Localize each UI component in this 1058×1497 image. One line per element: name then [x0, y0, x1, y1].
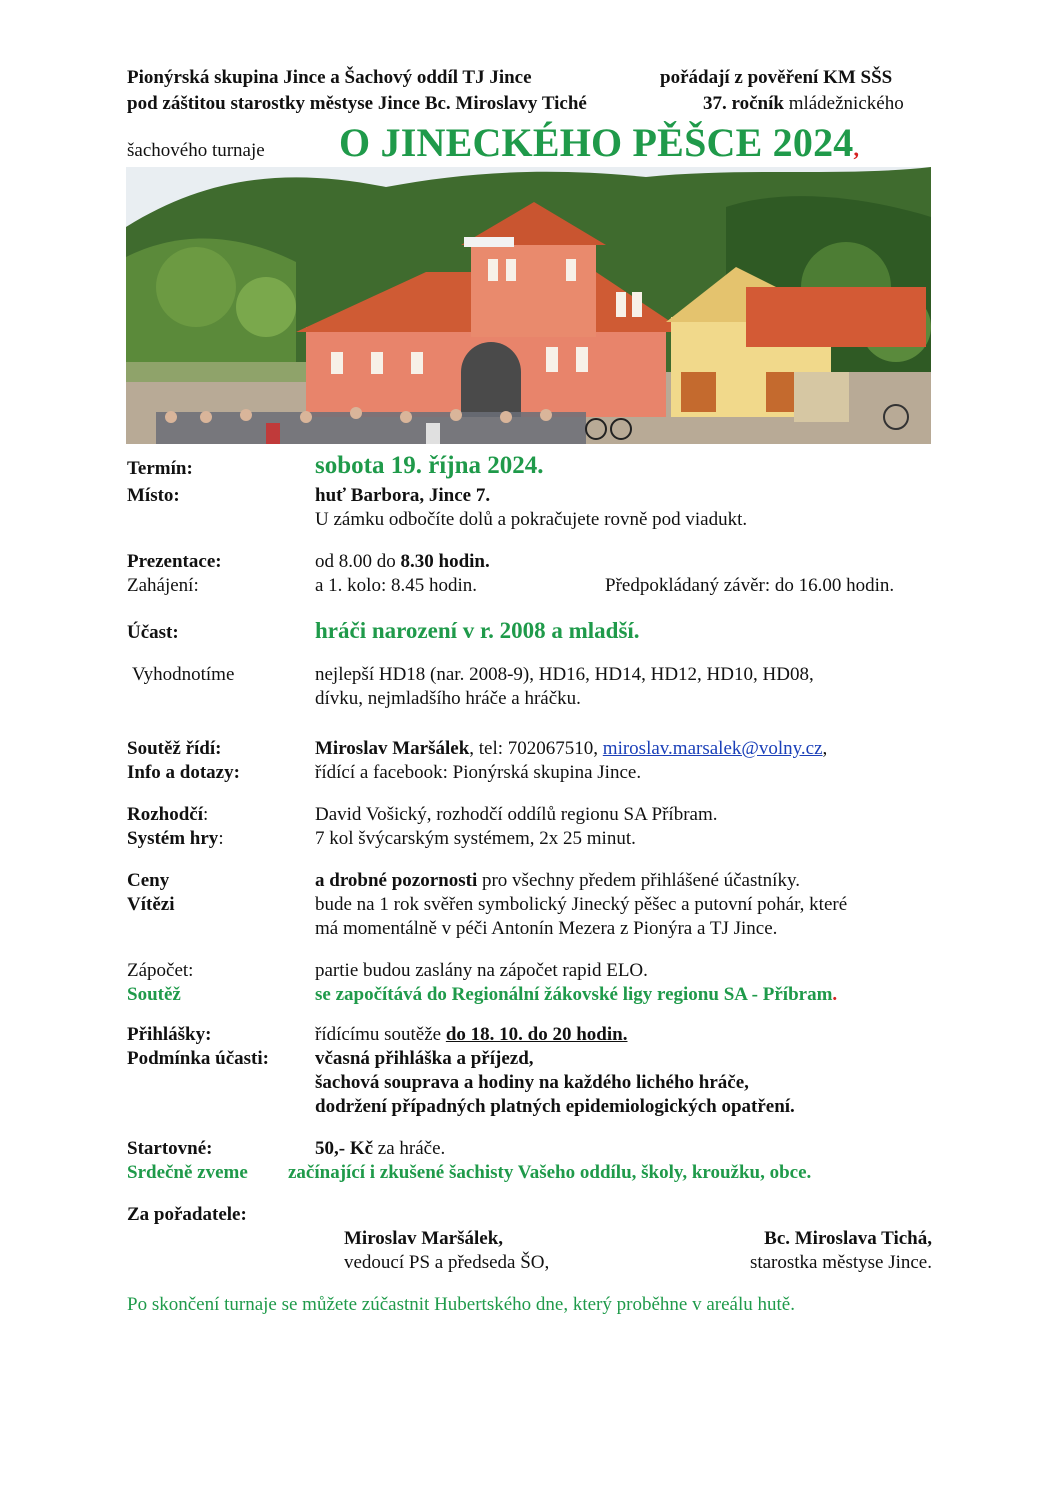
vyhodnotime-label: Vyhodnotíme — [132, 664, 235, 685]
footer-note: Po skončení turnaje se můžete zúčastnit Hubertského dne, který proběhne v areálu hutě. — [127, 1294, 795, 1315]
ceny-value — [315, 870, 800, 893]
srdecne-label: Srdečně zveme — [127, 1162, 248, 1183]
director-phone: , tel: 702067510, — [469, 738, 603, 759]
system-label-text: Systém hry — [127, 828, 219, 849]
signature-right-name: Bc. Miroslava Tichá, — [764, 1228, 932, 1249]
system-colon: : — [218, 828, 224, 849]
prezentace-value — [315, 551, 490, 574]
zahajeni-value: a 1. kolo: 8.45 hodin. — [315, 575, 478, 596]
vitezi-label: Vítězi — [127, 894, 175, 915]
organizer-line: Pionýrská skupina Jince a Šachový oddíl TJ Jince — [127, 67, 532, 88]
director-comma: , — [822, 738, 828, 759]
zapocet-value: partie budou zaslány na zápočet rapid ELO. — [315, 960, 648, 981]
rozhodci-colon: : — [203, 804, 209, 825]
prihlasky-label: Přihlášky: — [127, 1024, 212, 1045]
startovne-amount: 50,- Kč — [315, 1138, 374, 1159]
system-label — [127, 828, 224, 851]
soutez-ridi-label: Soutěž řídí: — [127, 738, 222, 759]
za-poradatele: Za pořadatele: — [127, 1204, 247, 1225]
authorization-line: pořádají z pověření KM SŠS — [660, 67, 893, 88]
signature-right-role: starostka městyse Jince. — [749, 1252, 932, 1273]
system-value: 7 kol švýcarským systémem, 2x 25 minut. — [315, 828, 636, 849]
ucast-value: hráči narození v r. 2008 a mladší. — [315, 618, 640, 643]
info-value: řídící a facebook: Pionýrská skupina Jince. — [315, 762, 642, 783]
signature-left-role: vedoucí PS a předseda ŠO, — [344, 1252, 550, 1273]
prihlasky-to: řídícímu soutěže — [315, 1024, 446, 1045]
edition-line — [703, 93, 904, 116]
prezentace-from: od 8.00 do — [315, 551, 401, 572]
director-email-link[interactable]: miroslav.marsalek@volny.cz — [602, 738, 823, 759]
rozhodci-label-text: Rozhodčí — [127, 804, 203, 825]
misto-note: U zámku odbočíte dolů a pokračujete rovně pod viadukt. — [315, 509, 748, 530]
vyhodnotime-line-2: dívku, nejmladšího hráče a hráčku. — [315, 688, 581, 709]
soutez-dot: . — [832, 984, 838, 1005]
title-comma: , — [853, 136, 860, 161]
zapocet-label: Zápočet: — [127, 960, 194, 981]
ceny-label: Ceny — [127, 870, 170, 891]
vitezi-line-1: bude na 1 rok svěřen symbolický Jinecký pěšec a putovní pohár, které — [315, 894, 848, 915]
soutez-text: se započítává do Regionální žákovské ligy regionu SA - Příbram — [315, 984, 833, 1005]
prezentace-label: Prezentace: — [127, 551, 222, 572]
zahajeni-label: Zahájení: — [127, 575, 199, 596]
rozhodci-label — [127, 804, 208, 827]
venue-photo — [126, 167, 931, 444]
podminka-line-3: dodržení případných platných epidemiologických opatření. — [315, 1096, 795, 1117]
termin-value: sobota 19. října 2024. — [315, 452, 544, 479]
soutez-ridi-value — [315, 738, 827, 761]
termin-label: Termín: — [127, 458, 193, 479]
prihlasky-deadline: do 18. 10. do 20 hodin. — [445, 1024, 628, 1045]
startovne-value — [315, 1138, 445, 1161]
ceny-rest: pro všechny předem přihlášené účastníky. — [477, 870, 800, 891]
prezentace-until: 8.30 hodin. — [400, 551, 490, 572]
patronage-line: pod záštitou starostky městyse Jince Bc. Miroslavy Tiché — [127, 93, 587, 114]
soutez-value — [315, 984, 837, 1007]
page-title — [339, 119, 859, 167]
info-label: Info a dotazy: — [127, 762, 240, 783]
expected-end: Předpokládaný závěr: do 16.00 hodin. — [605, 575, 895, 596]
tournament-prefix: šachového turnaje — [127, 140, 265, 161]
title-text: O JINECKÉHO PĚŠCE 2024 — [339, 120, 854, 165]
edition-suffix: mládežnického — [783, 93, 904, 114]
vyhodnotime-line-1: nejlepší HD18 (nar. 2008-9), HD16, HD14, HD12, HD10, HD08, — [315, 664, 814, 685]
srdecne-value: začínající i zkušené šachisty Vašeho oddílu, školy, kroužku, obce. — [288, 1162, 812, 1183]
prihlasky-value — [315, 1024, 627, 1047]
vitezi-line-2: má momentálně v péči Antonín Mezera z Pionýra a TJ Jince. — [315, 918, 778, 939]
ucast-label: Účast: — [127, 622, 179, 643]
podminka-line-1: včasná přihláška a příjezd, — [315, 1048, 534, 1069]
soutez-label: Soutěž — [127, 984, 181, 1005]
misto-value: huť Barbora, Jince 7. — [315, 485, 491, 506]
podminka-label: Podmínka účasti: — [127, 1048, 269, 1069]
misto-label: Místo: — [127, 485, 180, 506]
rozhodci-value: David Vošický, rozhodčí oddílů regionu SA Příbram. — [315, 804, 718, 825]
ceny-bold: a drobné pozornosti — [315, 870, 478, 891]
director-name: Miroslav Maršálek — [315, 738, 470, 759]
podminka-line-2: šachová souprava a hodiny na každého lichého hráče, — [315, 1072, 749, 1093]
edition-number: 37. ročník — [703, 93, 784, 114]
startovne-label: Startovné: — [127, 1138, 213, 1159]
signature-left-name: Miroslav Maršálek, — [344, 1228, 504, 1249]
startovne-rest: za hráče. — [373, 1138, 446, 1159]
